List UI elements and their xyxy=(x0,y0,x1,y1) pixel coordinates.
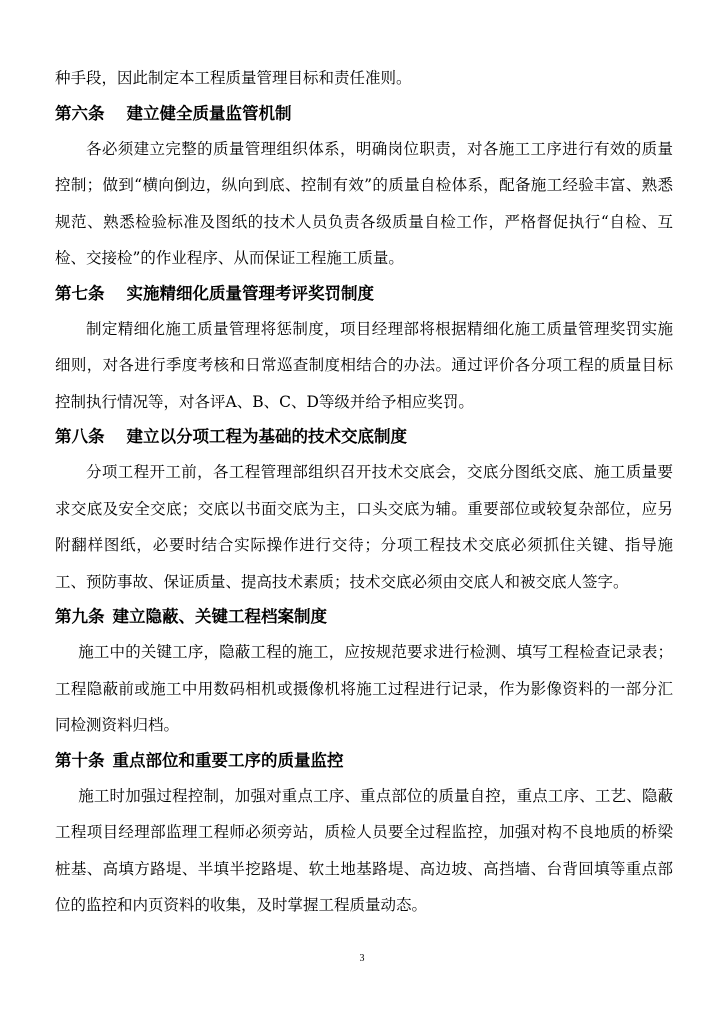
article-7-number: 第七条 xyxy=(55,283,105,303)
article-8-body: 分项工程开工前，各工程管理部组织召开技术交底会，交底分图纸交底、施工质量要求交底及安全交底；交底以书面交底为主，口头交底为辅。重要部位或较复杂部位，应另附翻样图纸，必要时结合实际操作进行交待；分项工程技术交底必须抓住关键、指导施工、预防事故、保证质量、提高技术素质；技术交底必须由交底人和被交底人签字。 xyxy=(55,463,673,591)
article-10-number: 第十条 xyxy=(55,750,105,770)
article-8-title: 建立以分项工程为基础的技术交底制度 xyxy=(126,427,407,446)
article-10-body: 施工时加强过程控制，加强对重点工序、重点部位的质量自控，重点工序、工艺、隐蔽工程项目经理部监理工程师必须旁站，质检人员要全过程监控，加强对构不良地质的桥梁桩基、高填方路堤、半填半挖路堤、软土地基路堤、高边坡、高挡墙、台背回填等重点部位的监控和内页资料的收集，及时掌握工程质量动态。 xyxy=(55,786,673,914)
article-8-number: 第八条 xyxy=(55,427,105,446)
article-8-heading xyxy=(55,420,673,454)
article-6-number: 第六条 xyxy=(55,103,105,123)
article-9-body: 施工中的关键工序，隐蔽工程的施工，应按规范要求进行检测、填写工程检查记录表；工程隐蔽前或施工中用数码相机或摄像机将施工过程进行记录，作为影像资料的一部分汇同检测资料归档。 xyxy=(55,643,673,734)
article-6-body: 各必须建立完整的质量管理组织体系，明确岗位职责，对各施工工序进行有效的质量控制；做到“横向倒边，纵向到底、控制有效”的质量自检体系，配备施工经验丰富、熟悉规范、熟悉检验标准及图纸的技术人员负责各级质量自检工作，严格督促执行“自检、互检、交接检”的作业程序、从而保证工程施工质量。 xyxy=(55,139,673,267)
article-6-title: 建立健全质量监管机制 xyxy=(126,103,292,123)
article-10-title: 重点部位和重要工序的质量监控 xyxy=(112,750,344,770)
page-number: 3 xyxy=(359,953,365,964)
article-10-heading xyxy=(55,744,673,778)
article-7-body: 制定精细化施工质量管理将惩制度，项目经理部将根据精细化施工质量管理奖罚实施细则，对各进行季度考核和日常巡查制度相结合的办法。通过评价各分项工程的质量目标控制执行情况等，对各评A、B、C、D等级并给予相应奖罚。 xyxy=(55,319,673,411)
article-7-title: 实施精细化质量管理考评奖罚制度 xyxy=(126,283,374,303)
article-7-heading xyxy=(55,277,673,311)
document-body xyxy=(55,60,673,924)
article-9-title: 建立隐蔽、关键工程档案制度 xyxy=(112,607,327,626)
article-9-number: 第九条 xyxy=(55,607,105,626)
article-6-heading xyxy=(55,97,673,131)
article-9-heading xyxy=(55,600,673,634)
lead-paragraph: 种手段，因此制定本工程质量管理目标和责任准则。 xyxy=(55,69,412,87)
